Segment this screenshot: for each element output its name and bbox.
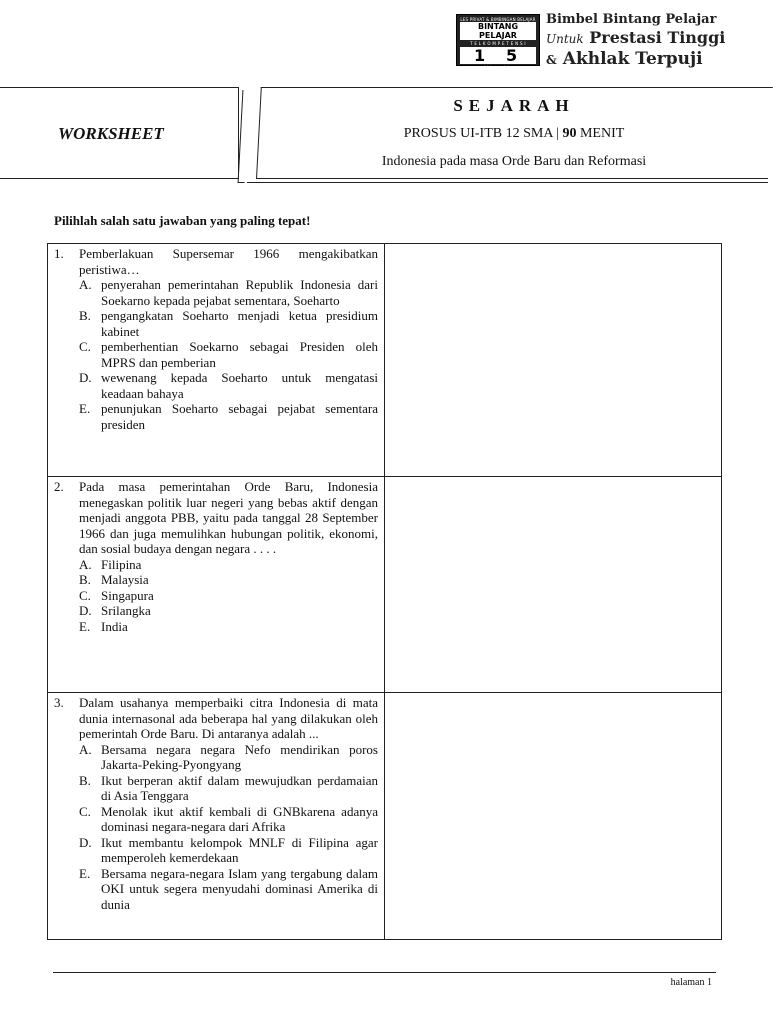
question-text: Pemberlakuan Supersemar 1966 mengakibatkan peristiwa… [79, 246, 378, 277]
option-item [79, 835, 378, 866]
brand-logo [456, 14, 540, 70]
option-item [79, 401, 378, 432]
logo-website: www.bintangpelajar.com [473, 65, 523, 70]
option-item [79, 804, 378, 835]
option-letter: E. [79, 618, 91, 634]
option-text: penyerahan pemerintahan Republik Indonesia dari Soekarno kepada pejabat sementara, Soeharto [101, 277, 378, 308]
option-item [79, 773, 378, 804]
option-item [79, 742, 378, 773]
brand-slogan-2-amp: & [546, 53, 557, 67]
logo-name: BINTANG PELAJAR [460, 22, 536, 40]
option-item [79, 603, 378, 619]
question-stem [54, 246, 378, 277]
question-text: Dalam usahanya memperbaiki citra Indonesia di mata dunia internasonal ada beberapa hal yang dilakukan oleh pemerintah Orde Baru. Di antaranya adalah ... [79, 695, 378, 741]
subject-title: SEJARAH [453, 96, 575, 115]
brand-slogan-1-small: Untuk [546, 32, 584, 46]
option-list [54, 557, 378, 635]
option-text: Bersama negara-negara Islam yang tergabung dalam OKI untuk segera menyudahi dominasi Amerika di dunia [101, 865, 378, 912]
option-text: Filipina [101, 556, 142, 572]
question-stem [54, 479, 378, 557]
question-number: 3. [54, 695, 64, 710]
option-list [54, 277, 378, 432]
option-text: pemberhentian Soekarno sebagai Presiden oleh MPRS dan pemberian [101, 339, 378, 370]
worksheet-box-shadow [238, 90, 250, 183]
answer-area [385, 244, 722, 477]
option-text: Bersama negara negara Nefo mendirikan poros Jakarta-Peking-Pyongyang [101, 741, 378, 772]
footer-rule [53, 972, 716, 973]
option-item [79, 339, 378, 370]
program-duration: 90 [562, 126, 577, 141]
option-item [79, 588, 378, 604]
answer-area [385, 477, 722, 693]
question-row [48, 693, 722, 940]
program-name: PROSUS UI-ITB 12 SMA | [403, 126, 563, 141]
brand-slogan-2-big: Akhlak Terpuji [562, 49, 703, 69]
option-list [54, 742, 378, 913]
option-letter: D. [79, 370, 92, 385]
option-letter: A. [79, 556, 92, 572]
question-cell [48, 693, 385, 940]
option-item [79, 308, 378, 339]
option-text: Malaysia [101, 572, 149, 587]
option-text: penunjukan Soeharto sebagai pejabat sementara presiden [101, 401, 378, 432]
option-item [79, 572, 378, 588]
option-item [79, 619, 378, 635]
brand-slogan-2 [546, 49, 746, 70]
option-item [79, 866, 378, 913]
logo-tagline: LES PRIVAT & BIMBINGAN BELAJAR [460, 17, 536, 22]
program-unit: MENIT [576, 126, 625, 141]
option-item [79, 370, 378, 401]
option-text: India [101, 618, 128, 634]
answer-area [385, 693, 722, 940]
option-text: pengangkatan Soeharto menjadi ketua presidium kabinet [101, 308, 378, 339]
option-letter: C. [79, 339, 91, 354]
question-row [48, 477, 722, 693]
worksheet-title: WORKSHEET [58, 124, 164, 143]
logo-digit-5: 5 [506, 46, 518, 65]
option-text: Srilangka [101, 603, 151, 618]
option-item [79, 277, 378, 308]
option-letter: A. [79, 277, 92, 292]
subject-box-shadow [247, 182, 768, 183]
instruction: Pilihlah salah satu jawaban yang paling tepat! [54, 213, 311, 228]
question-number: 1. [54, 246, 64, 261]
option-text: Ikut membantu kelompok MNLF di Filipina agar memperoleh kemerdekaan [101, 834, 378, 865]
option-letter: C. [79, 587, 91, 603]
program-info [260, 126, 768, 142]
logo-digit-1: 1 [474, 46, 486, 65]
question-cell [48, 477, 385, 693]
brand-slogan-1 [546, 28, 746, 49]
option-text: Menolak ikut aktif kembali di GNBkarena adanya dominasi negara-negara dari Afrika [101, 803, 378, 834]
page-number: halaman 1 [670, 977, 712, 988]
option-letter: D. [79, 603, 92, 618]
brand-name: Bimbel Bintang Pelajar [546, 12, 717, 27]
question-number: 2. [54, 479, 64, 494]
option-letter: B. [79, 308, 91, 323]
option-text: Singapura [101, 587, 154, 603]
question-row [48, 244, 722, 477]
option-letter: E. [79, 865, 91, 881]
option-letter: A. [79, 741, 92, 757]
option-letter: B. [79, 772, 91, 788]
question-cell [48, 244, 385, 477]
question-text: Pada masa pemerintahan Orde Baru, Indonesia menegaskan politik luar negeri yang bebas aktif dengan menjadi anggota PBB, yaitu pada tanggal 28 September 1966 dan juga memulihkan hubungan politik, ekonomi, dan sosial budaya dengan negara . . . . [79, 479, 378, 556]
logo-emblem [460, 47, 536, 64]
option-letter: E. [79, 401, 91, 416]
option-item [79, 557, 378, 573]
question-table [47, 243, 722, 940]
option-letter: D. [79, 834, 92, 850]
brand-slogan-1-big: Prestasi Tinggi [589, 28, 726, 47]
option-text: wewenang kepada Soeharto untuk mengatasi keadaan bahaya [101, 370, 378, 401]
logo-subline: T E L K O M P E T E N S I [470, 41, 526, 46]
option-text: Ikut berperan aktif dalam mewujudkan perdamaian di Asia Tenggara [101, 772, 378, 803]
topic-title: Indonesia pada masa Orde Baru dan Reformasi [381, 154, 647, 169]
option-letter: C. [79, 803, 91, 819]
brand-text [546, 12, 746, 70]
option-letter: B. [79, 572, 91, 587]
question-stem [54, 695, 378, 742]
